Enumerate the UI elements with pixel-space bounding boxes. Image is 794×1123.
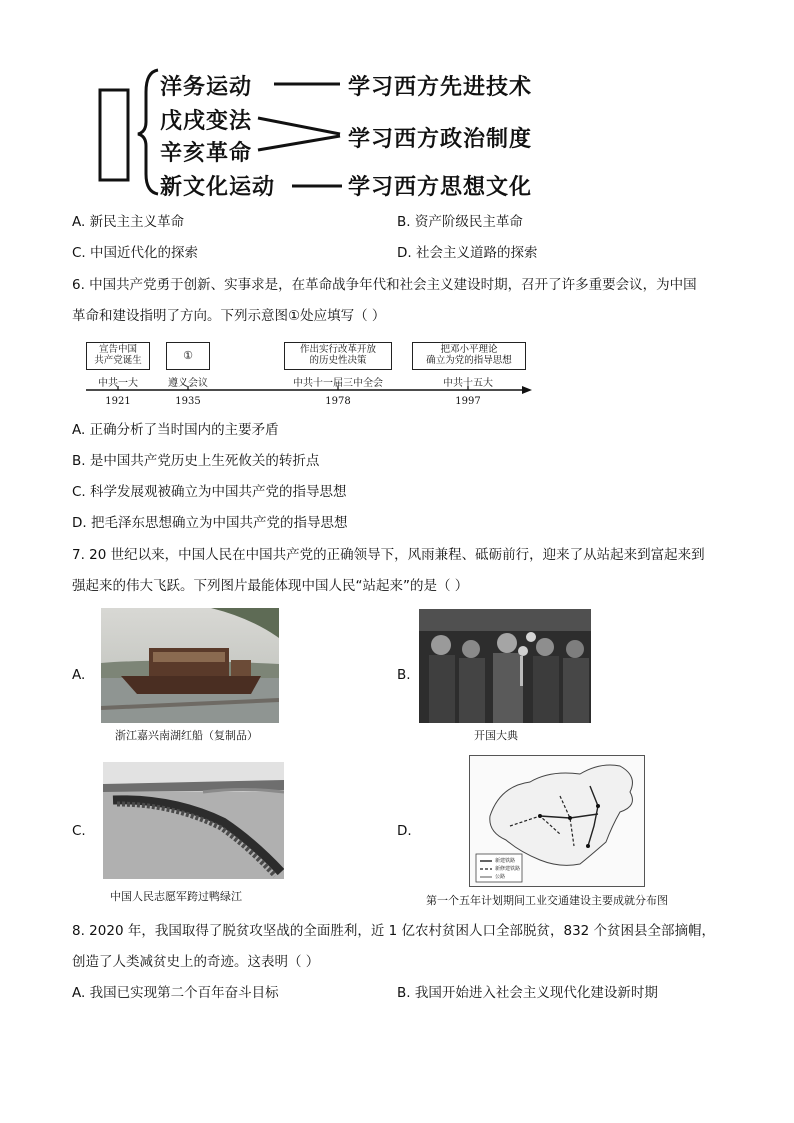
event-1: 洋务运动 <box>160 74 253 100</box>
q7-stem-line2: 强起来的伟大飞跃。下列图片最能体现中国人民“站起来”的是（ ） <box>72 578 469 594</box>
timeline-year-4: 1997 <box>455 396 481 407</box>
red-boat-photo[interactable] <box>101 608 279 723</box>
q6-timeline <box>82 340 542 414</box>
q7-stem-line1: 7. 20 世纪以来，中国人民在中国共产党的正确领导下，风雨兼程、砥砺前行，迎来了从站起来到富起来到 <box>72 547 705 563</box>
meaning-3: 学习西方思想文化 <box>348 174 533 200</box>
event-4: 新文化运动 <box>160 174 276 200</box>
timeline-box-4: 把邓小平理论 确立为党的指导思想 <box>412 342 526 370</box>
q7-choice-b-letter[interactable]: B. <box>397 667 411 683</box>
q7-choice-d-letter[interactable]: D. <box>397 823 412 839</box>
q7-caption-b: 开国大典 <box>474 729 518 742</box>
top-diagram <box>96 62 576 202</box>
timeline-label-4: 中共十五大 <box>443 378 493 389</box>
q7-choice-a-letter[interactable]: A. <box>72 667 86 683</box>
q5-option-c[interactable]: C. 中国近代化的探索 <box>72 245 199 261</box>
timeline-label-1: 中共一大 <box>98 378 138 389</box>
timeline-year-2: 1935 <box>175 396 201 407</box>
q8-option-a[interactable]: A. 我国已实现第二个百年奋斗目标 <box>72 985 279 1001</box>
answer-blank-box <box>100 90 128 180</box>
event-2: 戊戌变法 <box>160 108 253 134</box>
timeline-label-2: 遵义会议 <box>168 378 208 389</box>
curly-brace <box>138 70 158 194</box>
q6-option-b[interactable]: B. 是中国共产党历史上生死攸关的转折点 <box>72 453 320 469</box>
timeline-label-3: 中共十一届三中全会 <box>293 378 383 389</box>
q5-option-b[interactable]: B. 资产阶级民主革命 <box>397 214 523 230</box>
q6-option-a[interactable]: A. 正确分析了当时国内的主要矛盾 <box>72 422 279 438</box>
q7-choice-c-letter[interactable]: C. <box>72 823 86 839</box>
q7-caption-c: 中国人民志愿军跨过鸭绿江 <box>110 890 242 903</box>
event-3: 辛亥革命 <box>160 140 253 166</box>
timeline-box-1: 宣告中国 共产党诞生 <box>86 342 150 370</box>
q8-option-b[interactable]: B. 我国开始进入社会主义现代化建设新时期 <box>397 985 658 1001</box>
map-legend-2: 新修建铁路 <box>495 866 521 872</box>
q5-option-d[interactable]: D. 社会主义道路的探索 <box>397 245 538 261</box>
timeline-year-1: 1921 <box>105 396 131 407</box>
timeline-year-3: 1978 <box>325 396 351 407</box>
q6-option-d[interactable]: D. 把毛泽东思想确立为中国共产党的指导思想 <box>72 515 348 531</box>
q7-caption-d: 第一个五年计划期间工业交通建设主要成就分布图 <box>426 894 668 907</box>
q8-stem-line2: 创造了人类减贫史上的奇迹。这表明（ ） <box>72 954 320 970</box>
meaning-2: 学习西方政治制度 <box>348 126 533 152</box>
q6-option-c[interactable]: C. 科学发展观被确立为中国共产党的指导思想 <box>72 484 347 500</box>
timeline-box-blank: ① <box>166 342 210 370</box>
map-legend-1: 新建铁路 <box>495 858 516 864</box>
connector-2 <box>258 118 340 134</box>
timeline-box-3: 作出实行改革开放 的历史性决策 <box>284 342 392 370</box>
industry-map[interactable] <box>469 755 645 887</box>
meaning-1: 学习西方先进技术 <box>348 74 533 100</box>
q5-option-a[interactable]: A. 新民主主义革命 <box>72 214 185 230</box>
founding-ceremony-photo[interactable] <box>419 609 591 723</box>
q7-caption-a: 浙江嘉兴南湖红船（复制品） <box>115 729 258 742</box>
volunteer-army-photo[interactable] <box>103 762 284 879</box>
q6-stem-line2: 革命和建设指明了方向。下列示意图①处应填写（ ） <box>72 308 386 324</box>
map-legend-3: 公路 <box>495 874 506 880</box>
q8-stem-line1: 8. 2020 年，我国取得了脱贫攻坚战的全面胜利，近 1 亿农村贫困人口全部脱贫，832 个贫困县全部摘帽， <box>72 923 716 939</box>
q6-stem-line1: 6. 中国共产党勇于创新、实事求是，在革命战争年代和社会主义建设时期，召开了许多重要会议，为中国 <box>72 277 697 293</box>
connector-3 <box>258 136 340 150</box>
